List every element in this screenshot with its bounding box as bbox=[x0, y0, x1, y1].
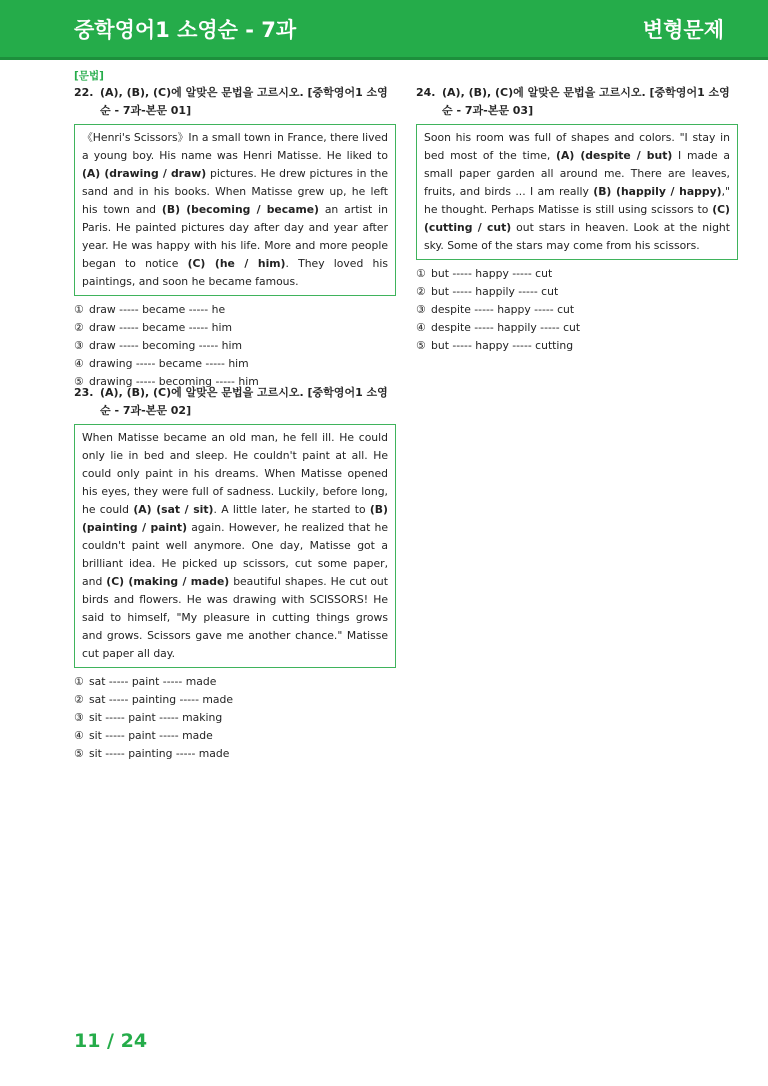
page-header bbox=[0, 0, 768, 60]
answer-choices bbox=[74, 673, 396, 763]
blank-option-group: (B) (painting / paint) bbox=[82, 503, 388, 534]
choice-marker: ① bbox=[416, 267, 426, 280]
choice-text: sit ----- paint ----- making bbox=[89, 711, 223, 724]
passage-text: I made a small paper garden all around me. There are leaves, fruits, and birds ... I am really bbox=[424, 149, 730, 198]
answer-choice-4[interactable] bbox=[74, 355, 396, 373]
answer-choices bbox=[74, 301, 396, 391]
question-header bbox=[74, 384, 396, 420]
passage-text: again. However, he realized that he couldn't paint well anymore. One day, Matisse got a brilliant idea. He picked up scissors, cut some paper, and bbox=[82, 521, 389, 588]
choice-text: drawing ----- becoming ----- him bbox=[89, 375, 259, 388]
answer-choice-2[interactable] bbox=[74, 691, 396, 709]
choice-text: sit ----- painting ----- made bbox=[89, 747, 230, 760]
blank-option-group: (A) (despite / but) bbox=[556, 149, 673, 162]
blank-option-group: (B) (happily / happy) bbox=[593, 185, 722, 198]
passage-text: . A little later, he started to bbox=[213, 503, 370, 516]
choice-text: draw ----- becoming ----- him bbox=[89, 339, 243, 352]
choice-text: but ----- happily ----- cut bbox=[431, 285, 559, 298]
answer-choice-2[interactable] bbox=[74, 319, 396, 337]
choice-text: but ----- happy ----- cutting bbox=[431, 339, 574, 352]
question-number: 24. bbox=[416, 86, 436, 99]
choice-marker: ② bbox=[74, 693, 84, 706]
passage-text: When Matisse became an old man, he fell ill. He could only lie in bed and sleep. He couldn't paint at all. He could only paint in his dreams. When Matisse opened his eyes, they were full of sadness. Luckily, before long, he could bbox=[82, 431, 388, 516]
header-category-label: 변형문제 bbox=[642, 18, 724, 42]
passage-box bbox=[416, 124, 738, 260]
choice-text: sat ----- painting ----- made bbox=[89, 693, 234, 706]
choice-marker: ③ bbox=[74, 339, 84, 352]
answer-choice-3[interactable] bbox=[74, 709, 396, 727]
choice-text: despite ----- happy ----- cut bbox=[431, 303, 575, 316]
passage-box bbox=[74, 124, 396, 296]
blank-option-group: (B) (becoming / became) bbox=[161, 203, 319, 216]
question-24 bbox=[416, 84, 738, 355]
choice-marker: ② bbox=[74, 321, 84, 334]
page-number: 11 / 24 bbox=[74, 1030, 148, 1052]
passage-box bbox=[74, 424, 396, 668]
choice-marker: ⑤ bbox=[74, 375, 84, 388]
passage-text: pictures. He drew pictures in the sand and in his books. When Matisse grew up, he left his town and bbox=[82, 167, 388, 216]
answer-choice-2[interactable] bbox=[416, 283, 738, 301]
answer-choice-3[interactable] bbox=[74, 337, 396, 355]
question-number: 22. bbox=[74, 86, 94, 99]
question-22 bbox=[74, 84, 396, 391]
header-title: 중학영어1 소영순 - 7과 bbox=[74, 18, 297, 42]
answer-choice-4[interactable] bbox=[74, 727, 396, 745]
question-prompt: (A), (B), (C)에 알맞은 문법을 고르시오. [중학영어1 소영순 - 7과-본문 02] bbox=[100, 386, 388, 417]
passage-text: 《Henri's Scissors》In a small town in France, there lived a young boy. His name was Henri Matisse. He liked to bbox=[82, 131, 388, 162]
passage-text: out stars in heaven. Look at the night sky. Some of the stars may come from his scissors. bbox=[424, 221, 730, 252]
section-tag: [문법] bbox=[74, 70, 104, 82]
choice-marker: ⑤ bbox=[416, 339, 426, 352]
passage-text: Soon his room was full of shapes and colors. "I stay in bed most of the time, bbox=[424, 131, 730, 162]
answer-choice-3[interactable] bbox=[416, 301, 738, 319]
choice-marker: ④ bbox=[74, 729, 84, 742]
question-header bbox=[416, 84, 738, 120]
question-prompt: (A), (B), (C)에 알맞은 문법을 고르시오. [중학영어1 소영순 - 7과-본문 03] bbox=[442, 86, 730, 117]
choice-marker: ④ bbox=[416, 321, 426, 334]
choice-marker: ③ bbox=[74, 711, 84, 724]
answer-choice-1[interactable] bbox=[74, 673, 396, 691]
question-number: 23. bbox=[74, 386, 94, 399]
choice-text: draw ----- became ----- him bbox=[89, 321, 232, 334]
choice-marker: ② bbox=[416, 285, 426, 298]
blank-option-group: (C) (making / made) bbox=[106, 575, 230, 588]
answer-choice-4[interactable] bbox=[416, 319, 738, 337]
passage-text: an artist in Paris. He painted pictures day after day and year after year. He was happy with his life. More and more people began to notice bbox=[82, 203, 389, 270]
passage-text: . They loved his paintings, and soon he became famous. bbox=[82, 257, 388, 288]
passage-text: beautiful shapes. He cut out birds and flowers. He was drawing with SCISSORS! He said to himself, "My pleasure in cutting things grows and grows. Scissors gave me another chance." Matisse cut paper all day. bbox=[82, 575, 388, 660]
choice-marker: ③ bbox=[416, 303, 426, 316]
answer-choice-5[interactable] bbox=[416, 337, 738, 355]
choice-text: draw ----- became ----- he bbox=[89, 303, 226, 316]
choice-text: sit ----- paint ----- made bbox=[89, 729, 213, 742]
choice-text: but ----- happy ----- cut bbox=[431, 267, 553, 280]
passage-text: ," he thought. Perhaps Matisse is still using scissors to bbox=[424, 185, 730, 216]
choice-marker: ① bbox=[74, 675, 84, 688]
choice-marker: ④ bbox=[74, 357, 84, 370]
question-prompt: (A), (B), (C)에 알맞은 문법을 고르시오. [중학영어1 소영순 - 7과-본문 01] bbox=[100, 86, 388, 117]
blank-option-group: (C) (he / him) bbox=[187, 257, 286, 270]
answer-choice-1[interactable] bbox=[74, 301, 396, 319]
question-header bbox=[74, 84, 396, 120]
choice-text: drawing ----- became ----- him bbox=[89, 357, 249, 370]
blank-option-group: (C) (cutting / cut) bbox=[424, 203, 730, 234]
choice-text: sat ----- paint ----- made bbox=[89, 675, 217, 688]
question-23 bbox=[74, 384, 396, 763]
answer-choices bbox=[416, 265, 738, 355]
blank-option-group: (A) (drawing / draw) bbox=[82, 167, 207, 180]
blank-option-group: (A) (sat / sit) bbox=[133, 503, 214, 516]
choice-marker: ① bbox=[74, 303, 84, 316]
choice-marker: ⑤ bbox=[74, 747, 84, 760]
answer-choice-1[interactable] bbox=[416, 265, 738, 283]
choice-text: despite ----- happily ----- cut bbox=[431, 321, 581, 334]
answer-choice-5[interactable] bbox=[74, 745, 396, 763]
